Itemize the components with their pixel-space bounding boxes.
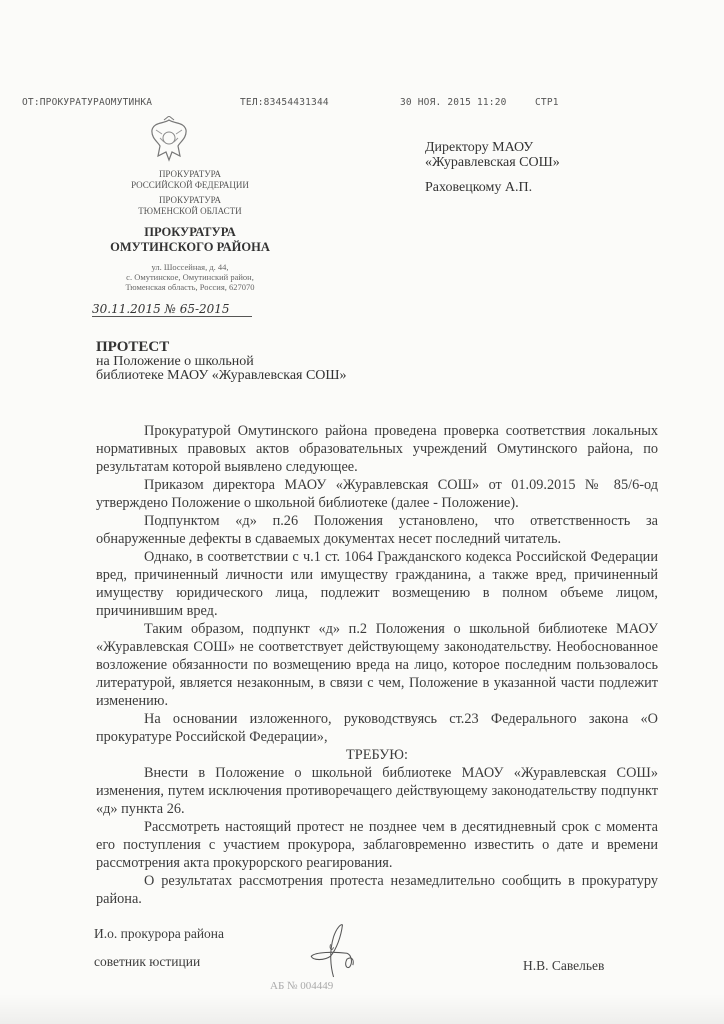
demand: О результатах рассмотрения протеста незамедлительно сообщить в прокуратуру района. xyxy=(96,873,658,907)
paragraph: Таким образом, подпункт «д» п.2 Положения о школьной библиотеке МАОУ «Журавлевская СОШ» не соответствует действующему законодательству. Необоснованное возложение обязанности по возмещению вреда на лицо, которое последним пользовалось литературой, является незаконным, в связи с чем, Положение в указанной части подлежит изменению. xyxy=(96,621,658,709)
address-3: Тюменская область, Россия, 627070 xyxy=(125,282,255,292)
recipient-line2: «Журавлевская СОШ» xyxy=(425,155,560,170)
document-title: ПРОТЕСТ xyxy=(96,339,170,355)
letterhead-line1: ПРОКУРАТУРА xyxy=(158,169,222,179)
recipient-name: Раховецкому А.П. xyxy=(425,180,533,195)
fax-datetime: 30 НОЯ. 2015 11:20 xyxy=(400,97,507,108)
title-sub1: на Положение о школьной xyxy=(96,354,254,369)
signer-position: И.о. прокурора района xyxy=(94,926,225,941)
fax-from: ОТ:ПРОКУРАТУРАОМУТИНКА xyxy=(22,97,153,108)
address-2: с. Омутинское, Омутинский район, xyxy=(126,272,254,282)
address-1: ул. Шоссейная, д. 44, xyxy=(151,262,229,272)
demand: Внести в Положение о школьной библиотеке МАОУ «Журавлевская СОШ» изменения, путем исключения противоречащего действующему законодательству подпункт «д» пункта 26. xyxy=(96,765,658,817)
registration-number: 30.11.2015 № 65-2015 xyxy=(92,302,252,317)
paragraph: Приказом директора МАОУ «Журавлевская СОШ» от 01.09.2015 № 85/6-од утверждено Положение о школьной библиотеке (далее - Положение). xyxy=(96,477,658,511)
letterhead-line2: РОССИЙСКОЙ ФЕДЕРАЦИИ xyxy=(131,180,249,190)
form-number: АБ № 004449 xyxy=(270,980,334,992)
coat-of-arms-icon xyxy=(148,116,190,162)
paragraph: Однако, в соответствии с ч.1 ст. 1064 Гражданского кодекса Российской Федерации вред, причиненный личности или имуществу гражданина, а также вред, причиненный имуществу юридического лица, подлежит возмещению в полном объеме лицом, причинившим вред. xyxy=(96,549,658,619)
org-name-1: ПРОКУРАТУРА xyxy=(144,225,236,239)
scan-shadow xyxy=(0,994,724,1024)
signer-rank: советник юстиции xyxy=(94,954,201,969)
letterhead-line4: ТЮМЕНСКОЙ ОБЛАСТИ xyxy=(138,206,242,216)
signature-block xyxy=(94,922,658,998)
signer-name: Н.В. Савельев xyxy=(523,958,605,973)
paragraph: Прокуратурой Омутинского района проведена проверка соответствия локальных нормативных правовых актов образовательных учреждений Омутинского района, по результатам которой выявлено следующее. xyxy=(96,423,658,475)
demand: Рассмотреть настоящий протест не позднее чем в десятидневный срок с момента его поступления с участием прокурора, заблаговременно известить о дате и времени рассмотрения акта прокурорского реагирования. xyxy=(96,819,658,871)
paragraph: Подпунктом «д» п.26 Положения установлено, что ответственность за обнаруженные дефекты в сдаваемых документах несет последний читатель. xyxy=(96,513,658,547)
recipient-line1: Директору МАОУ xyxy=(425,140,534,155)
org-name-2: ОМУТИНСКОГО РАЙОНА xyxy=(110,240,270,254)
handwritten-signature xyxy=(298,922,378,980)
fax-phone: ТЕЛ:83454431344 xyxy=(240,97,329,108)
title-sub2: библиотеке МАОУ «Журавлевская СОШ» xyxy=(96,368,347,383)
demand-heading: ТРЕБУЮ: xyxy=(346,747,408,763)
document-body xyxy=(96,422,658,998)
fax-page: СТР1 xyxy=(535,97,559,108)
paragraph: На основании изложенного, руководствуясь ст.23 Федерального закона «О прокуратуре Российской Федерации», xyxy=(96,711,658,745)
letterhead-line3: ПРОКУРАТУРА xyxy=(158,195,222,205)
